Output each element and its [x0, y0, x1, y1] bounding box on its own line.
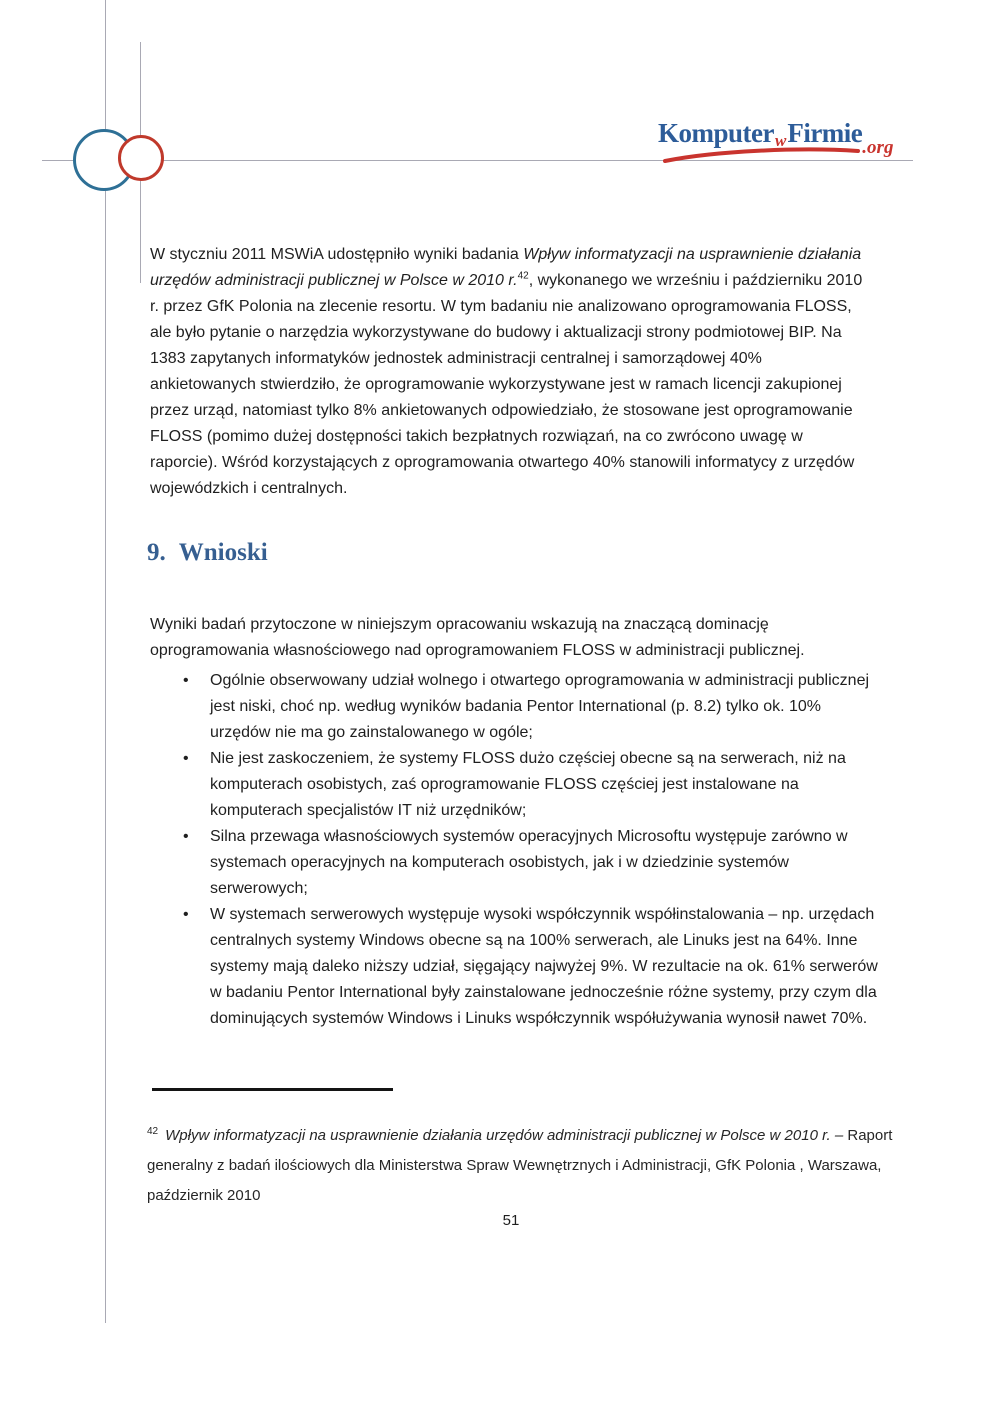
logo-circle-red-icon [118, 135, 164, 181]
section-heading-label: Wnioski [178, 538, 268, 566]
intro-paragraph [150, 242, 872, 502]
footnote-report-title: Wpływ informatyzacji na usprawnienie działania urzędów administracji publicznej w Polsce w 2010 r. – [165, 1127, 844, 1144]
intro-text-rest: , wykonanego we wrześniu i październiku 2010 r. przez GfK Polonia na zlecenie resortu. W tym badaniu nie analizowano oprogramowania FLOSS, ale było pytanie o narzędzia wykorzystywane do budowy i aktualizacji strony podmiotowej BIP. Na 1383 zapytanych informatyków jednostek administracji centralnej i samorządowej 40% ankietowanych stwierdziło, że oprogramowanie wykorzystywane jest w ramach licencji zakupionej przez urząd, natomiast tylko 8% ankietowanych odpowiedziało, że stosowane jest oprogramowanie FLOSS (pomimo dużej dostępności takich bezpłatnych rozwiązań, na co zwrócono uwagę w raporcie). Wśród korzystających z oprogramowania otwartego 40% stanowili informatycy z urzędów wojewódzkich i centralnych. [150, 272, 863, 497]
section-heading-number: 9. [147, 538, 166, 566]
conclusions-list [150, 668, 882, 1032]
list-item [150, 746, 882, 824]
bullet-marker: • [183, 672, 189, 689]
footnote-reference: 42 [517, 270, 529, 282]
page-number: 51 [502, 1212, 520, 1229]
site-logo [658, 118, 893, 159]
list-item-text: W systemach serwerowych występuje wysoki współczynnik współinstalowania – np. urzędach centralnych systemy Windows obecne są na 100% serwerach, ale Linuks jest na 64%. Inne systemy mają daleko niższy udział, sięgający najwyżej 9%. W rezultacie na ok. 61% serwerów w badaniu Pentor International były zainstalowane jednocześnie różne systemy, przy czym dla dominujących systemów Windows i Linuks współczynnik współużywania wynosił nawet 70%. [210, 906, 878, 1027]
list-item [150, 902, 882, 1032]
logo-text-firmie: Firmie [787, 118, 863, 148]
section-heading [147, 539, 268, 567]
footnote [147, 1121, 895, 1211]
list-item [150, 824, 882, 902]
footnote-marker: 42 [147, 1126, 159, 1137]
lead-paragraph: Wyniki badań przytoczone w niniejszym opracowaniu wskazują na znaczącą dominację oprogramowania własnościowego nad oprogramowaniem FLOSS w administracji publicznej. [150, 616, 805, 659]
intro-report-title: Wpływ informatyzacji na usprawnienie działania urzędów administracji publicznej w Polsce w 2010 r. [150, 246, 862, 289]
logo-text-komputer: Komputer [658, 118, 774, 148]
logo-text-org: .org [862, 137, 894, 158]
list-item [150, 668, 882, 746]
list-item-text: Silna przewaga własnościowych systemów operacyjnych Microsoftu występuje zarówno w systemach operacyjnych na komputerach osobistych, jak i w dziedzinie systemów serwerowych; [210, 828, 848, 897]
vertical-guide-line-outer [105, 0, 106, 1323]
bullet-marker: • [183, 906, 189, 923]
list-item-text: Ogólnie obserwowany udział wolnego i otwartego oprogramowania w administracji publicznej jest niski, choć np. według wyników badania Pentor International (p. 8.2) tylko ok. 10% urzędów nie ma go zainstalowanego w ogóle; [210, 672, 870, 741]
bullet-marker: • [183, 750, 189, 767]
footnote-separator [152, 1088, 393, 1091]
list-item-text: Nie jest zaskoczeniem, że systemy FLOSS dużo częściej obecne są na serwerach, niż na komputerach osobistych, zaś oprogramowanie FLOSS częściej jest instalowane na komputerach specjalistów IT niż urzędników; [210, 750, 846, 819]
logo-text-w: w [774, 131, 787, 150]
intro-text-start: W styczniu 2011 MSWiA udostępniło wyniki badania [150, 246, 524, 263]
footnote-text: Raport generalny z badań ilościowych dla Ministerstwa Spraw Wewnętrznych i Administracji, GfK Polonia , Warszawa, październik 2010 [147, 1127, 893, 1204]
bullet-marker: • [183, 828, 189, 845]
